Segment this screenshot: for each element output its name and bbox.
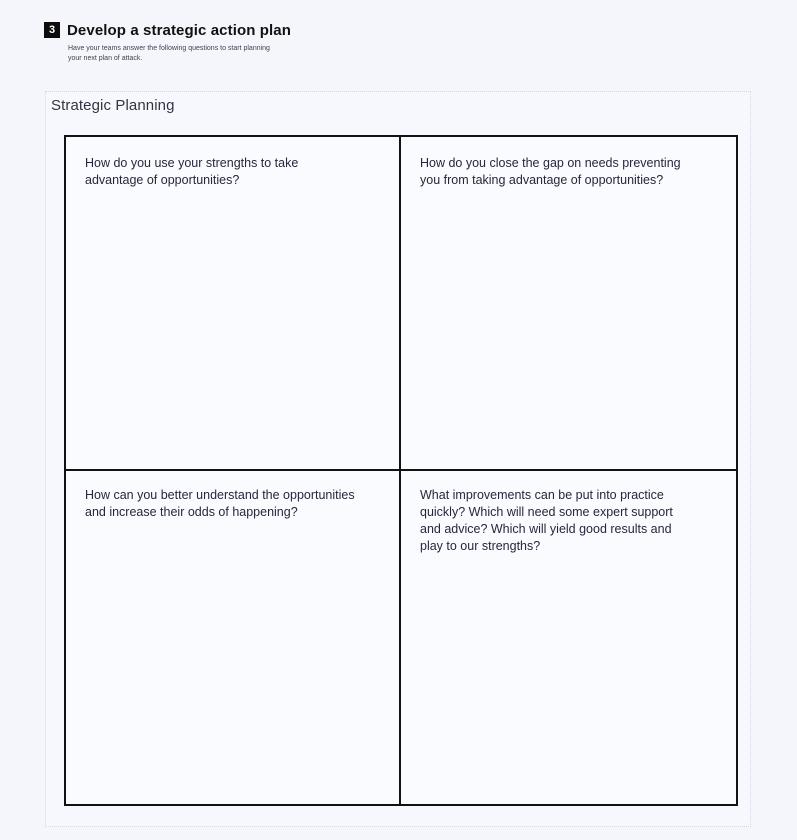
section-title: Develop a strategic action plan	[67, 21, 291, 39]
cell-question: How do you close the gap on needs preventing you from taking advantage of opportunities?	[420, 156, 681, 187]
grid-cell-top-right[interactable]	[401, 137, 736, 471]
section-subtitle: Have your teams answer the following questions to start planning your next plan of attack.	[68, 45, 270, 62]
panel-title[interactable]: Strategic Planning	[51, 97, 175, 114]
section-title-row	[44, 20, 464, 40]
cell-question: How do you use your strengths to take advantage of opportunities?	[85, 156, 299, 187]
grid-cell-top-left[interactable]	[66, 137, 401, 471]
step-number-badge: 3	[44, 22, 60, 38]
planning-grid	[64, 135, 738, 806]
cell-question: What improvements can be put into practice quickly? Which will need some expert support and advice? Which will yield good results and play to our strengths?	[420, 487, 673, 553]
grid-cell-bottom-left[interactable]	[66, 471, 401, 805]
cell-question: How can you better understand the opportunities and increase their odds of happening?	[85, 487, 355, 519]
strategic-planning-panel	[45, 91, 751, 827]
grid-cell-bottom-right[interactable]	[401, 471, 736, 805]
section-header	[44, 20, 464, 63]
